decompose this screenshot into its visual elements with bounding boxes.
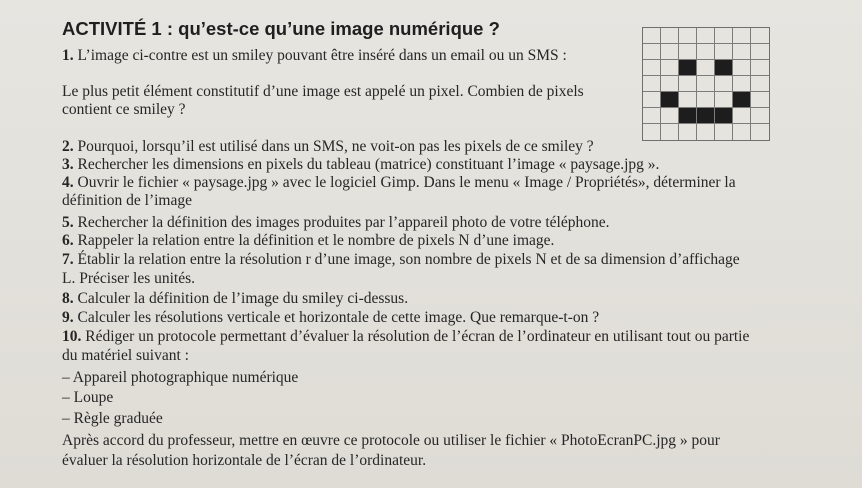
pixel-off: [733, 108, 751, 124]
question-number: 1.: [62, 47, 74, 64]
pixel-off: [661, 44, 679, 60]
question-text: Établir la relation entre la résolution r d’une image, son nombre de pixels N et de sa dimension d’affichage: [77, 251, 740, 268]
question-text: Pourquoi, lorsqu’il est utilisé dans un SMS, ne voit-on pas les pixels de ce smiley ?: [77, 138, 594, 155]
question-2: [62, 138, 594, 156]
pixel-off: [697, 124, 715, 140]
pixel-off: [751, 124, 769, 140]
pixel-off: [733, 60, 751, 76]
pixel-off: [751, 60, 769, 76]
pixel-off: [661, 76, 679, 92]
pixel-off: [679, 28, 697, 44]
question-text: L’image ci-contre est un smiley pouvant être inséré dans un email ou un SMS :: [77, 47, 567, 64]
question-number: 7.: [62, 251, 74, 268]
question-10-line-2: du matériel suivant :: [62, 347, 189, 364]
pixel-off: [733, 44, 751, 60]
question-text: Rappeler la relation entre la définition et le nombre de pixels N d’une image.: [77, 232, 555, 249]
pixel-off: [661, 60, 679, 76]
question-text: Rechercher la définition des images produites par l’appareil photo de votre téléphone.: [77, 214, 610, 231]
pixel-off: [661, 124, 679, 140]
pixel-off: [679, 92, 697, 108]
pixel-off: [697, 60, 715, 76]
question-1b-line-1: Le plus petit élément constitutif d’une image est appelé un pixel. Combien de pixels: [62, 83, 584, 100]
question-4: [62, 174, 736, 192]
pixel-off: [697, 92, 715, 108]
pixel-off: [643, 92, 661, 108]
pixel-off: [751, 92, 769, 108]
pixel-off: [679, 44, 697, 60]
material-item: – Appareil photographique numérique: [62, 369, 299, 386]
pixel-off: [661, 108, 679, 124]
pixel-off: [715, 92, 733, 108]
question-text: Calculer la définition de l’image du smiley ci-dessus.: [77, 290, 409, 307]
question-3: [62, 156, 659, 174]
question-10: [62, 328, 749, 346]
question-text: Rédiger un protocole permettant d’évaluer la résolution de l’écran de l’ordinateur en utilisant tout ou partie: [85, 328, 750, 345]
pixel-on: [715, 60, 733, 76]
pixel-off: [697, 28, 715, 44]
question-number: 4.: [62, 174, 74, 191]
pixel-off: [643, 124, 661, 140]
question-number: 5.: [62, 214, 74, 231]
pixel-off: [751, 108, 769, 124]
question-number: 10.: [62, 328, 82, 345]
pixel-off: [751, 28, 769, 44]
pixel-off: [643, 28, 661, 44]
pixel-off: [679, 124, 697, 140]
pixel-off: [733, 28, 751, 44]
pixel-off: [643, 60, 661, 76]
pixel-off: [715, 44, 733, 60]
pixel-on: [733, 92, 751, 108]
pixel-off: [733, 124, 751, 140]
pixel-off: [661, 28, 679, 44]
pixel-off: [715, 28, 733, 44]
pixel-off: [643, 44, 661, 60]
question-text: Rechercher les dimensions en pixels du tableau (matrice) constituant l’image « paysage.jpg ».: [77, 156, 660, 173]
smiley-pixel-grid: [642, 27, 770, 141]
question-number: 9.: [62, 309, 74, 326]
pixel-off: [697, 76, 715, 92]
pixel-off: [751, 44, 769, 60]
question-5: [62, 214, 609, 232]
activity-title: ACTIVITÉ 1 : qu’est-ce qu’une image numérique ?: [62, 18, 500, 39]
question-8: [62, 290, 408, 308]
question-text: Calculer les résolutions verticale et horizontale de cette image. Que remarque-t-on ?: [77, 309, 600, 326]
material-item: – Règle graduée: [62, 410, 163, 427]
pixel-on: [679, 60, 697, 76]
pixel-off: [715, 76, 733, 92]
final-instruction-line-2: évaluer la résolution horizontale de l’écran de l’ordinateur.: [62, 452, 427, 469]
question-number: 3.: [62, 156, 74, 173]
question-9: [62, 309, 599, 327]
pixel-off: [679, 76, 697, 92]
question-1: [62, 47, 567, 65]
question-text: Ouvrir le fichier « paysage.jpg » avec le logiciel Gimp. Dans le menu « Image / Propriétés», déterminer la: [77, 174, 736, 191]
pixel-on: [715, 108, 733, 124]
question-number: 6.: [62, 232, 74, 249]
question-7-line-2: L. Préciser les unités.: [62, 270, 196, 287]
pixel-off: [643, 76, 661, 92]
question-6: [62, 232, 554, 250]
pixel-off: [643, 108, 661, 124]
question-7: [62, 251, 740, 269]
pixel-on: [661, 92, 679, 108]
question-1b-line-2: contient ce smiley ?: [62, 101, 186, 118]
question-number: 8.: [62, 290, 74, 307]
question-number: 2.: [62, 138, 74, 155]
pixel-off: [715, 124, 733, 140]
pixel-off: [733, 76, 751, 92]
question-4-line-2: définition de l’image: [62, 192, 192, 209]
pixel-on: [697, 108, 715, 124]
pixel-off: [751, 76, 769, 92]
material-item: – Loupe: [62, 389, 114, 406]
final-instruction-line-1: Après accord du professeur, mettre en œuvre ce protocole ou utiliser le fichier « PhotoEcranPC.jpg » pour: [62, 432, 720, 449]
pixel-on: [679, 108, 697, 124]
pixel-off: [697, 44, 715, 60]
